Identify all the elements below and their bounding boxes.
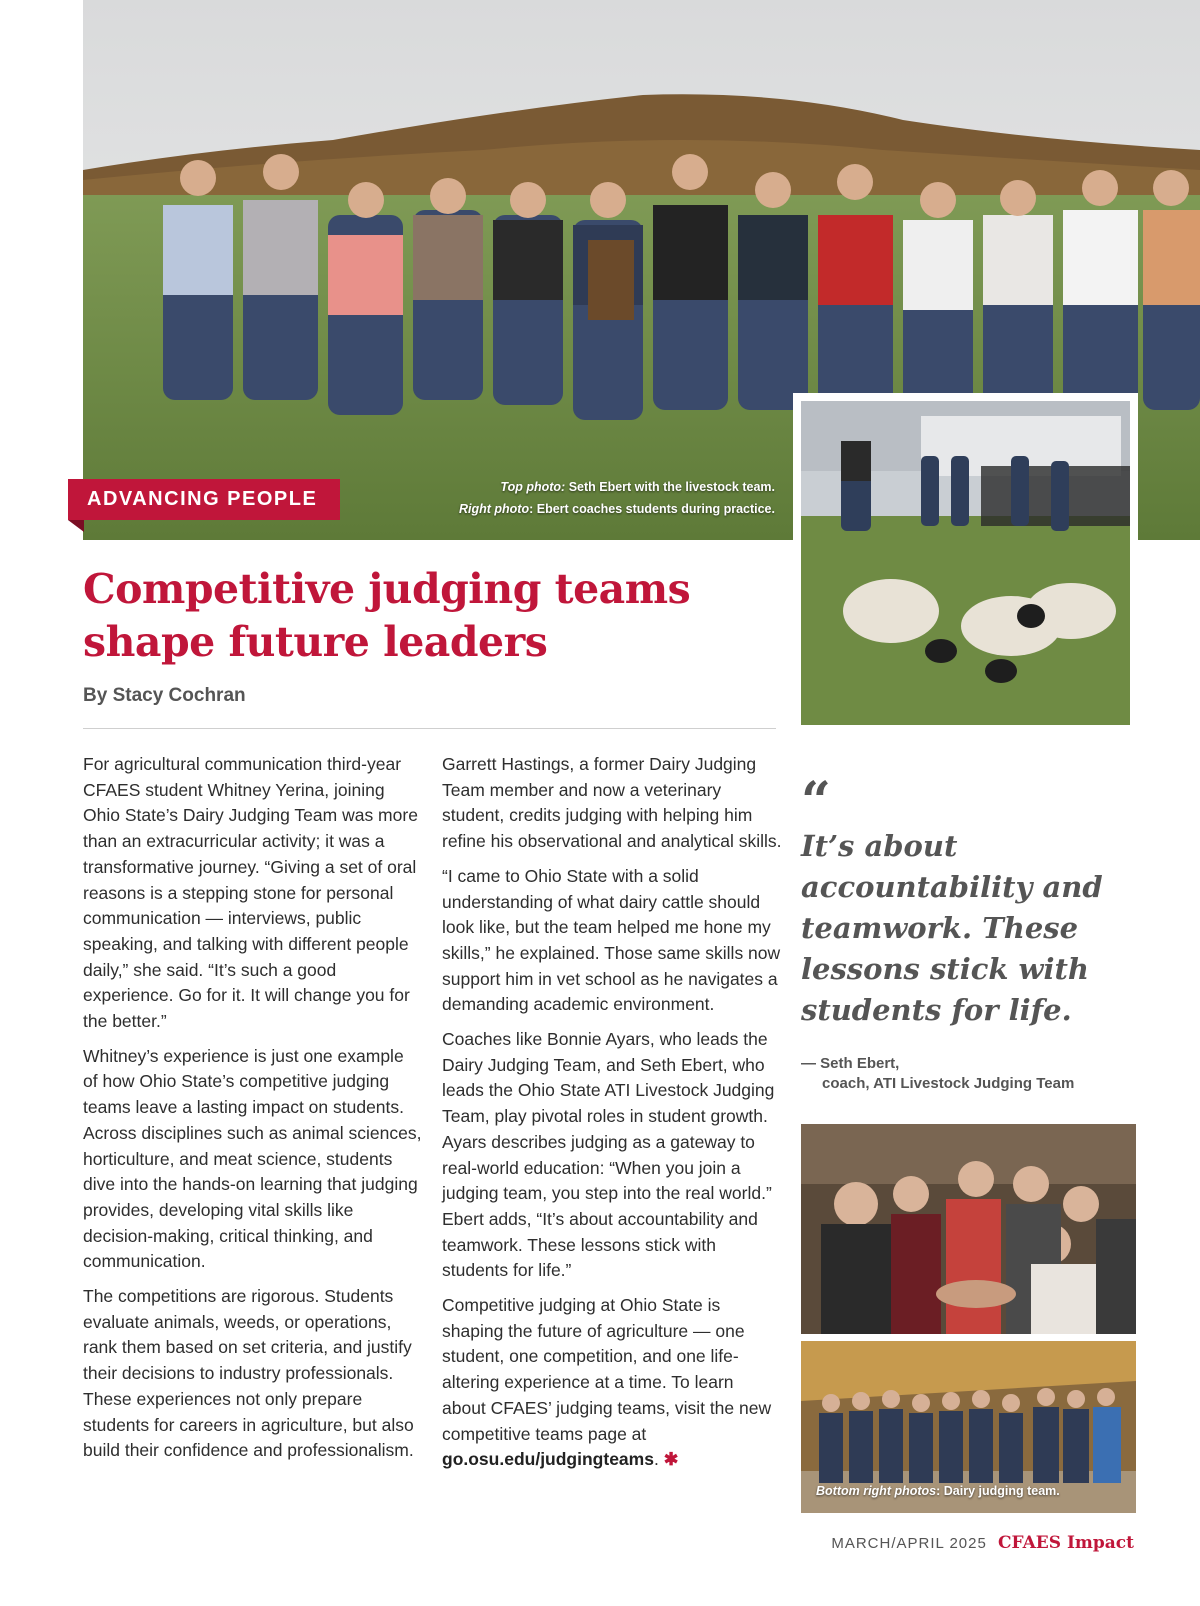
right-caption-lead: Right photo [458,502,530,516]
paragraph: Coaches like Bonnie Ayars, who leads the Dairy Judging Team, and Seth Ebert, who leads the Ohio State ATI Livestock Judging Team, play pivotal roles in student growth. Ayars describes judging as a gateway to real-world education: “When you join a judging team, you step into the real world.” Ebert adds, “It’s about accountability and teamwork. These lessons stick with students for life.” [442,1029,775,1281]
pull-quote-attribution [801,1054,1074,1094]
attribution-title: coach, ATI Livestock Judging Team [822,1075,1075,1092]
bottom-caption-text: : Dairy judging team. [936,1484,1060,1498]
issue-date: MARCH/APRIL 2025 [831,1535,987,1552]
paragraph-closing [442,1293,782,1473]
closing-text: Competitive judging at Ohio State is shaping the future of agriculture — one student, one competition, and one life-altering experience at a time. To learn about CFAES’ judging teams, visit the new competitive teams page at [442,1295,772,1444]
right-caption-text: : Ebert coaches students during practice. [529,502,775,516]
article-column-1 [83,752,423,1473]
headline-line-2: shape future leaders [83,618,548,666]
article-column-2 [442,752,782,1482]
attribution-name: — Seth Ebert, [801,1055,900,1072]
section-tag-fold [68,520,84,532]
paragraph: The competitions are rigorous. Students evaluate animals, weeds, or operations, rank them based on set criteria, and justify their decisions to industry professionals. These experiences not only prepare students for careers in agriculture, but also build their confidence and professionalism. [83,1286,414,1461]
bottom-photo-dairy-team-huddle [801,1124,1136,1334]
paragraph: Garrett Hastings, a former Dairy Judging Team member and now a veterinary student, credits judging with helping him refine his observational and analytical skills. [442,754,782,852]
paragraph: Whitney’s experience is just one example of how Ohio State’s competitive judging teams leave a lasting impact on students. Across disciplines such as animal sciences, horticulture, and meat science, students dive into the hands-on learning that judging provides, developing vital skills like decision-making, critical thinking, and communication. [83,1045,422,1272]
closing-period: . [653,1449,659,1470]
publication-name: CFAES Impact [998,1533,1134,1553]
bottom-photos-caption [816,1480,1060,1502]
section-tag: ADVANCING PEOPLE [68,479,340,520]
page-footer [831,1533,1134,1553]
headline-line-1: Competitive judging teams [83,565,691,613]
bottom-caption-lead: Bottom right photos [816,1484,937,1498]
paragraph: For agricultural communication third-year CFAES student Whitney Yerina, joining Ohio State’s Dairy Judging Team was more than an extracurricular activity; it was a transformative journey. “Giving a set of oral reasons is a stepping stone for personal communication — interviews, public speaking, and talking with different people daily,” she said. “It’s such a good experience. Go for it. It will change you for the better.” [83,754,418,1032]
top-caption-lead: Top photo: [500,480,566,494]
paragraph: “I came to Ohio State with a solid understanding of what dairy cattle should look like, but the team helped me hone my skills,” he explained. Those same skills now support him in vet school as he navigates a demanding academic environment. [442,865,781,1015]
end-mark-icon: ✱ [663,1449,679,1470]
divider-rule [83,728,776,729]
byline: By Stacy Cochran [83,685,246,706]
quote-mark-icon: “ [801,771,831,832]
top-photos-caption [415,476,775,520]
top-caption-text: Seth Ebert with the livestock team. [565,480,775,494]
article-headline [83,563,783,669]
right-photo-coaching-practice [793,393,1138,733]
pull-quote: It’s about accountability and teamwork. These lessons stick with students for life. [801,829,1103,1027]
judging-teams-link[interactable]: go.osu.edu/judgingteams [442,1449,654,1470]
